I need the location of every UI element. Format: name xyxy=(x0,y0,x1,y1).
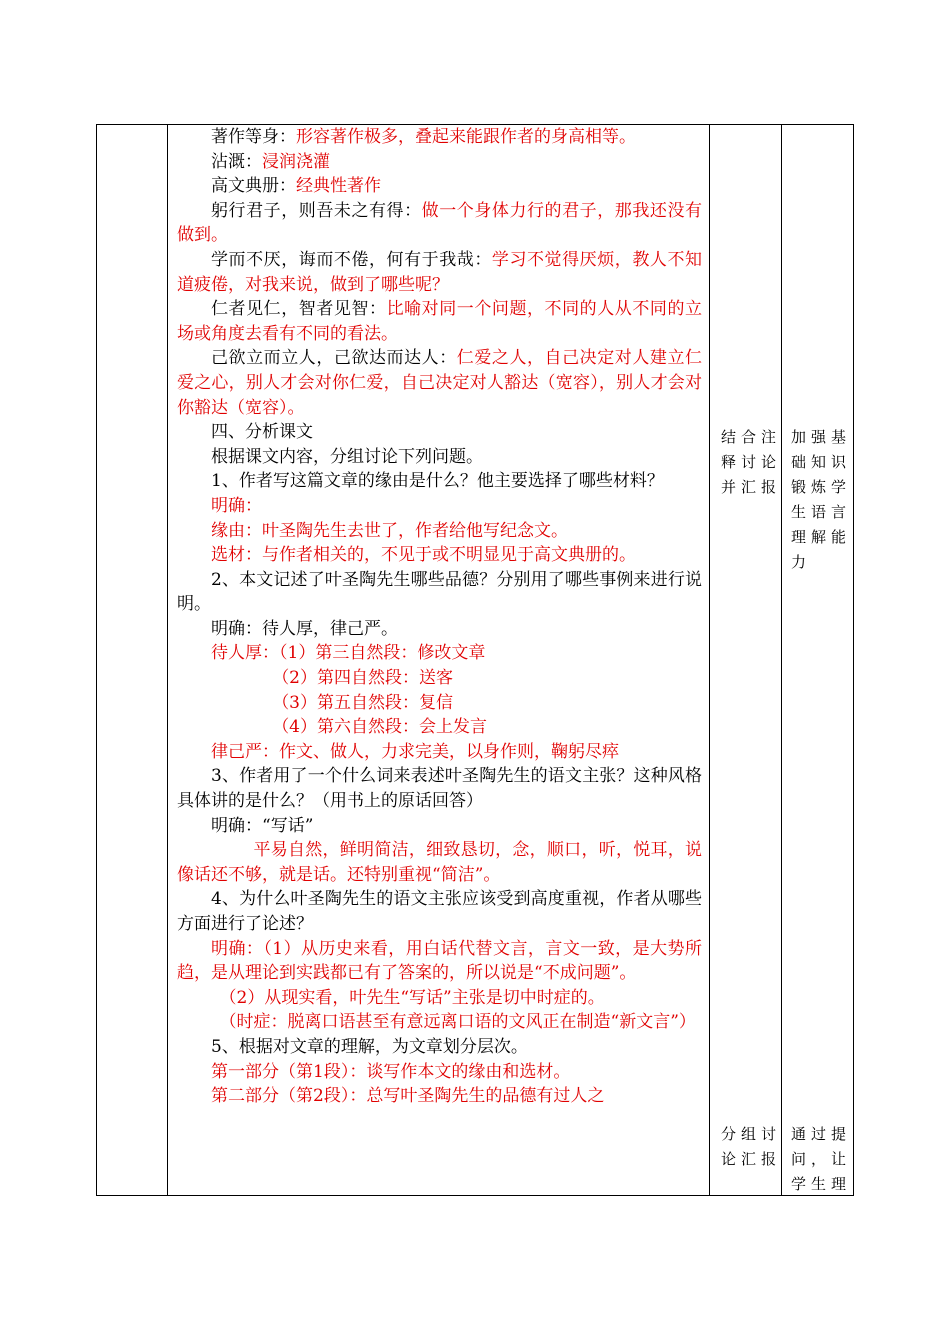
answer: （4）第六自然段：会上发言 xyxy=(272,717,488,738)
answer: 缘由：叶圣陶先生去世了，作者给他写纪念文。 xyxy=(211,520,568,541)
paragraph: 著作等身：形容著作极多，叠起来能跟作者的身高相等。 xyxy=(211,127,636,147)
answer: 第一部分（第1段）：谈写作本文的缘由和选材。 xyxy=(211,1061,571,1082)
student-activity-1: 结合注 释讨论 并汇报 xyxy=(721,428,782,496)
question: 1、作者写这篇文章的缘由是什么？他主要选择了哪些材料？ xyxy=(211,471,664,492)
paragraph: 学而不厌，诲而不倦，何有于我哉：学习不觉得厌烦，教人不知道疲倦，对我来说，做到了哪些呢？ xyxy=(177,249,703,295)
question: 3、作者用了一个什么词来表述叶圣陶先生的语文主张？这种风格具体讲的是什么？（用书上的原话回答） xyxy=(177,766,702,812)
answer: 平易自然，鲜明简洁，细致恳切，念，顺口，听，悦耳，说像话还不够，就是话。还特别重视“简洁”。 xyxy=(177,840,702,885)
student-activity-2: 分组讨 论汇报 xyxy=(721,1125,782,1168)
section-heading: 四、分析课文 xyxy=(211,422,313,443)
paragraph: 己欲立而立人，己欲达而达人：仁爱之人，自己决定对人建立仁爱之心，别人才会对你仁爱，自己决定对人豁达（宽容），别人才会对你豁达（宽容）。 xyxy=(177,348,703,418)
answer: 第二部分（第2段）：总写叶圣陶先生的品德有过人之 xyxy=(211,1086,605,1107)
column-divider xyxy=(167,125,168,1195)
answer: 选材：与作者相关的，不见于或不明显见于高文典册的。 xyxy=(211,545,636,566)
column-divider xyxy=(781,125,782,1195)
question: 2、本文记述了叶圣陶先生哪些品德？分别用了哪些事例来进行说明。 xyxy=(177,569,702,615)
answer: （2）第四自然段：送客 xyxy=(272,668,454,689)
answer: 明确：待人厚，律己严。 xyxy=(211,618,398,639)
question: 4、为什么叶圣陶先生的语文主张应该受到高度重视，作者从哪些方面进行了论述？ xyxy=(177,889,702,934)
answer: 待人厚：（1）第三自然段：修改文章 xyxy=(211,643,486,664)
answer: 明确：“写话” xyxy=(211,815,314,836)
paragraph: 躬行君子，则吾未之有得：做一个身体力行的君子，那我还没有做到。 xyxy=(177,200,703,246)
answer: 明确：（1）从历史来看，用白话代替文言，言文一致，是大势所趋，是从理论到实践都已有了答案的，所以说是“不成问题”。 xyxy=(177,938,702,984)
answer: （3）第五自然段：复信 xyxy=(272,692,454,713)
question: 5、根据对文章的理解，为文章划分层次。 xyxy=(211,1036,528,1057)
answer: （2）从现实看，叶先生“写话”主张是切中时症的。 xyxy=(219,987,605,1008)
paragraph: 沾溉：浸润浇灌 xyxy=(211,151,330,172)
answer: （时症：脱离口语甚至有意远离口语的文风正在制造“新文言”） xyxy=(219,1012,696,1033)
design-intent-2: 通过提 问，让 学生理 xyxy=(791,1125,852,1193)
lesson-table xyxy=(96,124,854,1196)
design-intent-1: 加强基 础知识 锻炼学 生语言 理解能 力 xyxy=(791,428,852,571)
paragraph: 高文典册：经典性著作 xyxy=(211,176,381,197)
answer: 明确： xyxy=(211,495,262,516)
paragraph: 根据课文内容，分组讨论下列问题。 xyxy=(211,446,483,467)
teaching-content xyxy=(169,125,710,1195)
paragraph: 仁者见仁，智者见智：比喻对同一个问题，不同的人从不同的立场或角度去看有不同的看法。 xyxy=(177,299,703,344)
answer: 律己严：作文、做人，力求完美，以身作则，鞠躬尽瘁 xyxy=(211,741,619,762)
